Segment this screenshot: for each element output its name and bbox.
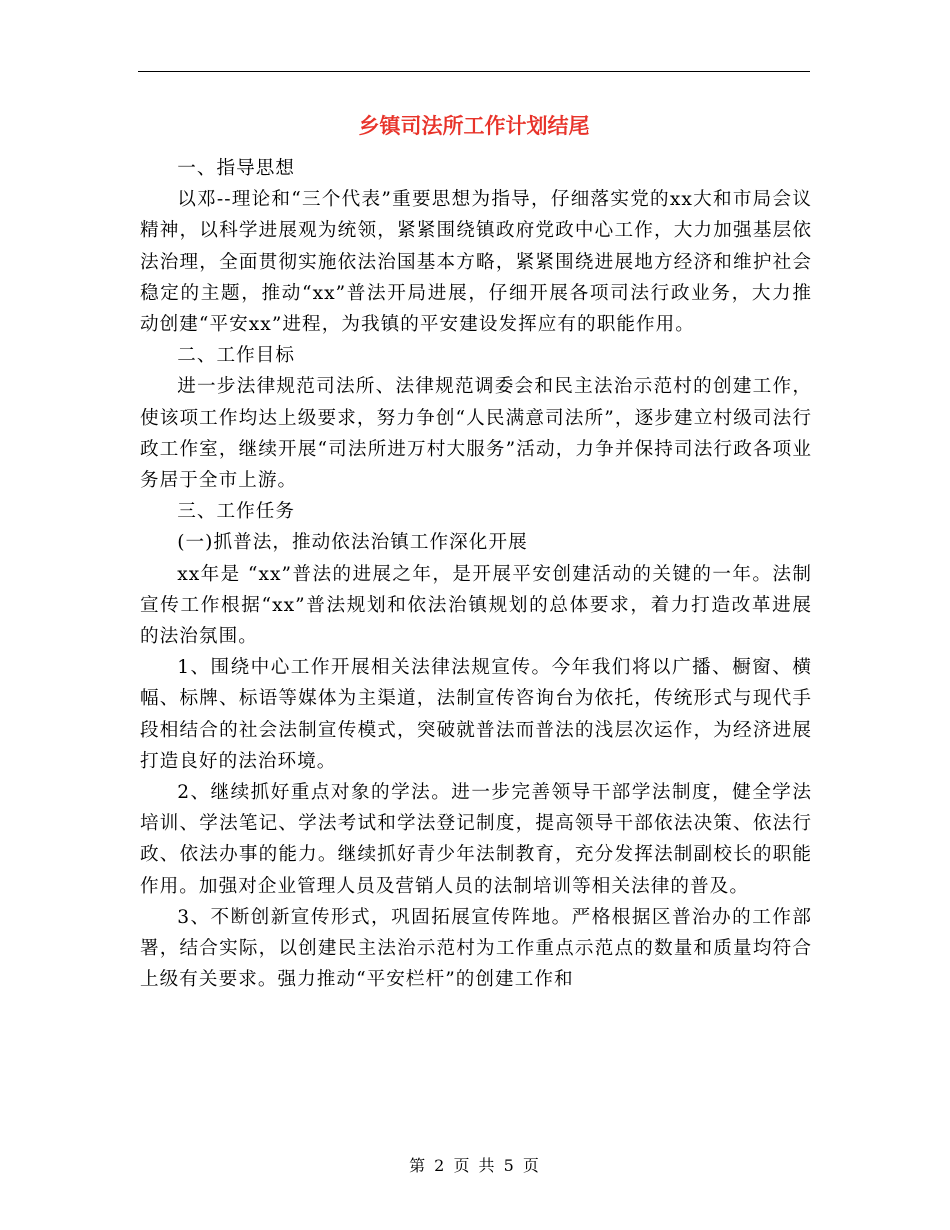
section-heading-work-tasks: 三、工作任务 — [177, 501, 296, 523]
paragraph-legal-education-year: xx年是 “xx”普法的进展之年，是开展平安创建活动的关键的一年。法制宣传工作根据“xx”普法规划和依法治镇规划的总体要求，着力打造改革进展的法治氛围。 — [140, 563, 812, 648]
document-body — [140, 153, 812, 995]
subsection-heading-legal-education: (一)抓普法，推动依法治镇工作深化开展 — [177, 532, 528, 554]
paragraph-task-2: 2、继续抓好重点对象的学法。进一步完善领导干部学法制度，健全学法培训、学法笔记、学法考试和学法登记制度，提高领导干部依法决策、依法行政、依法办事的能力。继续抓好青少年法制教育，充分发挥法制副校长的职能作用。加强对企业管理人员及营销人员的法制培训等相关法律的普及。 — [140, 782, 812, 897]
page-number-footer: 第 2 页 共 5 页 — [409, 1156, 541, 1175]
section-heading-guiding-ideology: 一、指导思想 — [177, 158, 296, 179]
header-rule — [138, 71, 810, 72]
paragraph-task-3: 3、不断创新宣传形式，巩固拓展宣传阵地。严格根据区普治办的工作部署，结合实际，以创建民主法治示范村为工作重点示范点的数量和质量均符合上级有关要求。强力推动“平安栏杆”的创建工作和 — [140, 906, 812, 991]
paragraph-task-1: 1、围绕中心工作开展相关法律法规宣传。今年我们将以广播、橱窗、横幅、标牌、标语等媒体为主渠道，法制宣传咨询台为依托，传统形式与现代手段相结合的社会法制宣传模式，突破就普法而普法的浅层次运作，为经济进展打造良好的法治环境。 — [140, 657, 812, 772]
paragraph-work-goals: 进一步法律规范司法所、法律规范调委会和民主法治示范村的创建工作，使该项工作均达上级要求，努力争创“人民满意司法所”，逐步建立村级司法行政工作室，继续开展“司法所进万村大服务”活动，力争并保持司法行政各项业务居于全市上游。 — [140, 376, 812, 492]
section-heading-work-goals: 二、工作目标 — [177, 345, 296, 367]
document-title: 乡镇司法所工作计划结尾 — [358, 113, 590, 138]
paragraph-guiding-ideology: 以邓--理论和“三个代表”重要思想为指导，仔细落实党的xx大和市局会议精神，以科学进展观为统领，紧紧围绕镇政府党政中心工作，大力加强基层依法治理，全面贯彻实施依法治国基本方略，紧紧围绕进展地方经济和维护社会稳定的主题，推动“xx”普法开局进展，仔细开展各项司法行政业务，大力推动创建“平安xx”进程，为我镇的平安建设发挥应有的职能作用。 — [140, 189, 812, 336]
